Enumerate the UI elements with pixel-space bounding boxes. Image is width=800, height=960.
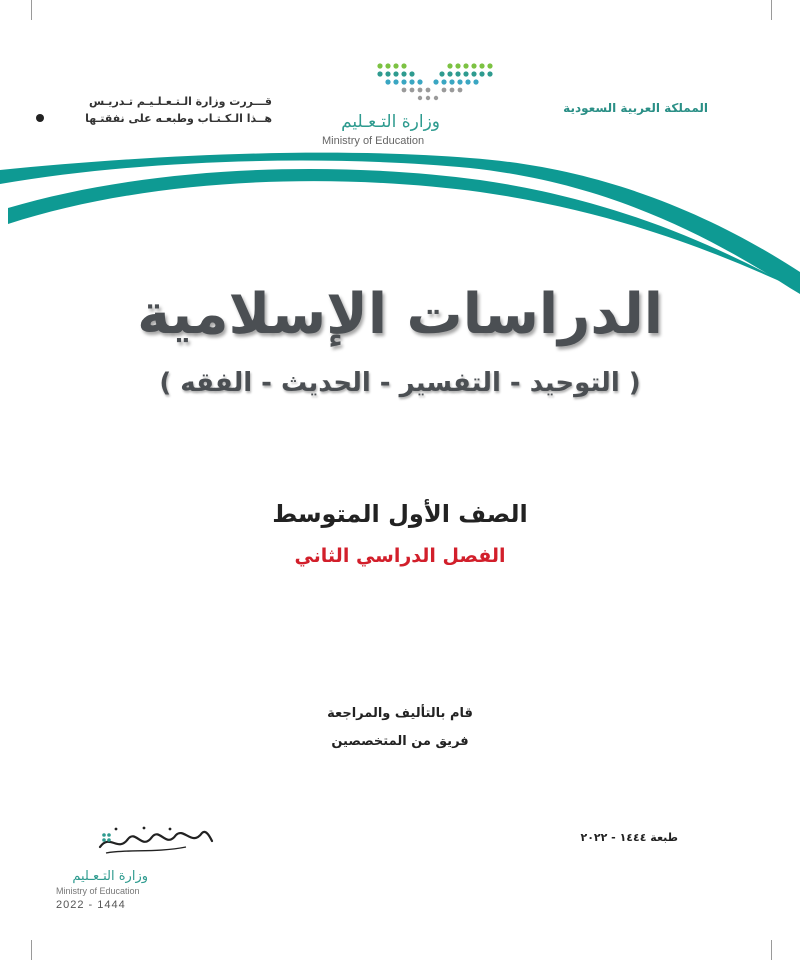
crop-mark-bottom-left [31,940,32,960]
teal-swoosh-decoration [0,150,800,300]
authors-line-1: قام بالتأليف والمراجعة [327,706,473,721]
free-distribution-calligraphy-icon [96,823,216,857]
book-subtitle: ( التوحيد - التفسير - الحديث - الفقه ) [159,368,641,398]
crop-mark-bottom-right [771,940,772,960]
decree-line-2: هــذا الـكـتـاب وطبعـه على نفقتـها [85,112,272,125]
kingdom-label: المملكة العربية السعودية [563,101,708,115]
footer-year: 2022 - 1444 [56,899,126,911]
ministry-name-english: Ministry of Education [322,135,425,147]
crop-mark-top-right [771,0,772,20]
edition-label: طبعة ١٤٤٤ - ٢٠٢٢ [580,831,678,844]
semester-label: الفصل الدراسي الثاني [294,545,506,567]
authors-line-2: فريق من المتخصصين [331,734,469,749]
book-title: الدراسات الإسلامية [137,282,663,347]
grade-label: الصف الأول المتوسط [272,500,528,528]
decree-line-1: قـــررت وزارة الـتـعـلـيـم تـدريـس [89,95,272,108]
crop-mark-top-left [31,0,32,20]
bullet-icon [36,114,44,122]
authors-block [250,700,550,756]
decree-notice [40,93,272,127]
ministry-name-arabic: وزارة التـعـليم [341,112,440,132]
footer-ministry-arabic: وزارة التـعـليم [72,869,148,884]
footer-ministry-english: Ministry of Education [56,886,140,896]
